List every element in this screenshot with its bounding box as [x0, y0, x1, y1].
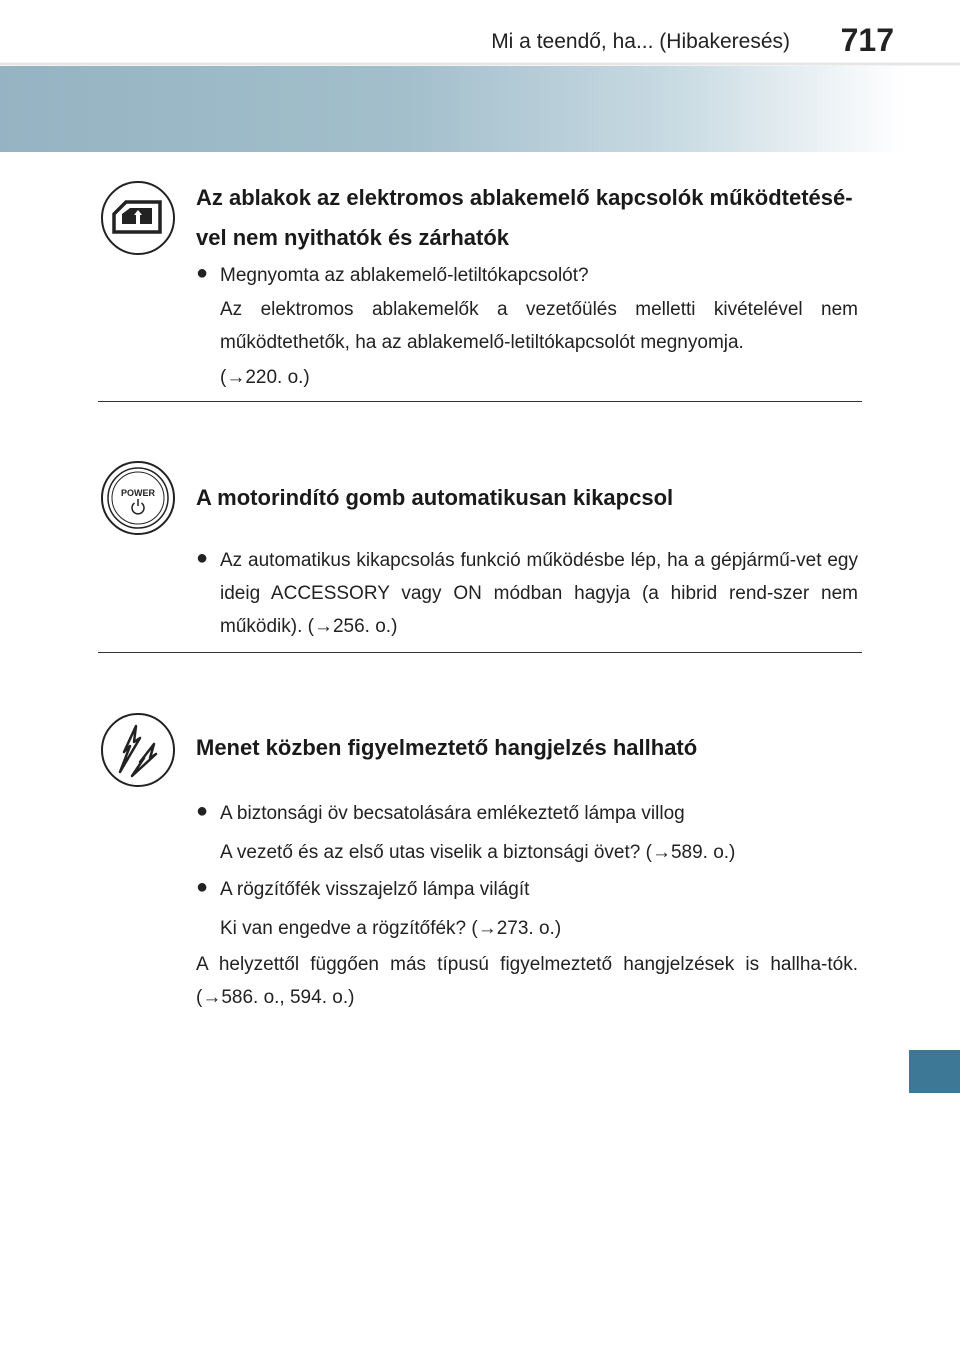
bullet-icon: ●	[196, 876, 209, 898]
warning-buzzer-icon	[100, 712, 176, 788]
header-rule	[0, 0, 960, 66]
bullet-icon: ●	[196, 800, 209, 822]
section-power-button	[98, 460, 862, 650]
item-answer: Az elektromos ablakemelők a vezetőülés melletti kivételével nem működtethetők, ha az ablakemelő-letiltókapcsolót megnyomja.	[220, 299, 858, 353]
power-button-icon	[100, 460, 176, 536]
section-power-windows	[98, 176, 862, 406]
section-heading: A motorindító gomb automatikusan kikapcsol	[196, 485, 674, 510]
chapter-banner	[0, 66, 905, 152]
section-divider	[98, 652, 862, 653]
item-question: A rögzítőfék visszajelző lámpa világít	[220, 879, 530, 900]
item-question: A biztonsági öv becsatolására emlékeztető lámpa villog	[220, 803, 685, 824]
item-question: Megnyomta az ablakemelő-letiltókapcsolót?	[220, 265, 589, 286]
item-reference: (→220. o.)	[220, 367, 310, 388]
section-divider	[98, 401, 862, 402]
section-heading: Menet közben figyelmeztető hangjelzés hallható	[196, 735, 698, 760]
power-window-icon	[100, 180, 176, 256]
power-label: POWER	[120, 488, 156, 498]
page-number: 717	[840, 22, 894, 58]
section-heading: Az ablakok az elektromos ablakemelő kapcsolók működtetésé-vel nem nyithatók és zárhatók	[196, 185, 853, 250]
running-head: Mi a teendő, ha... (Hibakeresés)	[491, 30, 790, 53]
section-warning-buzzer	[98, 712, 862, 1012]
note-text: A helyzettől függően más típusú figyelmeztető hangjelzések is hallha-tók. (→586. o., 594. o.)	[196, 954, 858, 1008]
item-answer: Az automatikus kikapcsolás funkció működésbe lép, ha a gépjármű-vet egy ideig ACCESSORY vagy ON módban hagyja (a hibrid rend-szer nem működik). (→256. o.)	[220, 550, 858, 637]
bullet-icon: ●	[196, 547, 209, 569]
item-answer: A vezető és az első utas viselik a biztonsági övet? (→589. o.)	[220, 842, 736, 863]
item-answer: Ki van engedve a rögzítőfék? (→273. o.)	[220, 918, 562, 939]
bullet-icon: ●	[196, 262, 209, 284]
chapter-side-tab	[909, 1050, 960, 1093]
